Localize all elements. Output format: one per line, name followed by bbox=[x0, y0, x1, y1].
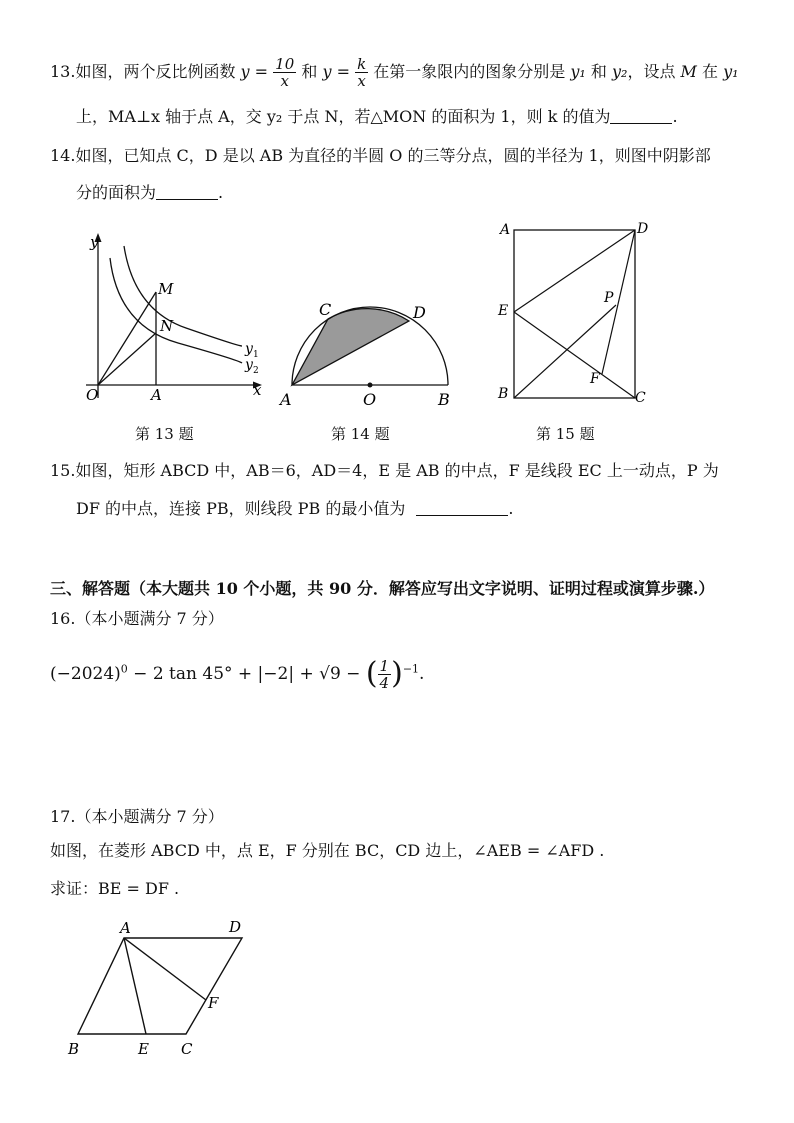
fig15-label-P: P bbox=[604, 290, 614, 306]
q13-fraction-1 bbox=[273, 56, 296, 89]
fig14-shaded-region bbox=[292, 309, 409, 385]
q16-fraction bbox=[378, 658, 392, 691]
q13-and: 和 bbox=[296, 62, 323, 81]
q16-title: 16.（本小题满分 7 分） bbox=[50, 609, 224, 628]
figure-17 bbox=[62, 914, 258, 1064]
fig13-label-y2-sub: 2 bbox=[253, 366, 259, 376]
q13-zai: 在 bbox=[696, 62, 724, 81]
fig13-label-O: O bbox=[86, 386, 99, 404]
q13-line1 bbox=[50, 56, 739, 89]
q16-expr-a: (−2024) bbox=[50, 664, 121, 684]
q13-frac1-den: x bbox=[280, 72, 289, 90]
q13-frac2-num: k bbox=[357, 55, 367, 73]
q16-expr-b: − 2 tan 45° + |−2| + √9 − bbox=[127, 664, 366, 684]
q13-line2 bbox=[76, 106, 678, 128]
q13-text-b: 在第一象限内的图象分别是 bbox=[368, 62, 571, 81]
fig13-segment-ON bbox=[98, 333, 156, 385]
q13-line2-text: 上，MA⊥x 轴于点 A，交 y₂ 于点 N，若△MON 的面积为 1，则 k 的值为 bbox=[76, 107, 611, 126]
q16-end: . bbox=[419, 664, 425, 684]
q17-line1: 如图，在菱形 ABCD 中，点 E，F 分别在 BC，CD 边上，∠AEB = ∠AFD . bbox=[50, 841, 605, 860]
q16-frac-den: 4 bbox=[379, 674, 390, 692]
q15-answer-blank[interactable] bbox=[416, 501, 508, 516]
q14-answer-blank[interactable] bbox=[156, 185, 218, 200]
q17-line2: 求证：BE = DF . bbox=[50, 879, 180, 898]
fig13-caption: 第 13 题 bbox=[135, 425, 194, 443]
q16-right-paren: ) bbox=[391, 656, 403, 691]
fig15-label-E: E bbox=[498, 303, 509, 319]
fig13-label-x: x bbox=[253, 381, 262, 399]
q13-text-a: 如图，两个反比例函数 bbox=[75, 62, 241, 81]
q13-eq2: = bbox=[331, 62, 356, 81]
fig13-curve-y1 bbox=[124, 246, 242, 346]
fig14-label-O: O bbox=[363, 390, 377, 409]
q13-answer-blank[interactable] bbox=[610, 109, 672, 124]
figure-15 bbox=[494, 218, 660, 410]
q16-expr-a-sup: 0 bbox=[120, 662, 128, 676]
fig13-label-N: N bbox=[160, 317, 174, 335]
q17-title: 17.（本小题满分 7 分） bbox=[50, 807, 224, 826]
fig15-label-D: D bbox=[637, 221, 649, 237]
q15-line2 bbox=[76, 498, 514, 520]
fig14-label-C: C bbox=[319, 300, 332, 319]
fig17-label-F: F bbox=[208, 994, 219, 1012]
q13-end: . bbox=[672, 107, 678, 126]
fig15-caption: 第 15 题 bbox=[536, 425, 595, 443]
fig13-label-y2: y bbox=[245, 357, 253, 373]
q13-var-y: y bbox=[240, 62, 250, 81]
fig17-rhombus bbox=[78, 938, 242, 1034]
q13-M: M bbox=[680, 62, 697, 81]
fig14-caption: 第 14 题 bbox=[331, 425, 390, 443]
q13-text-c: ，设点 bbox=[627, 62, 681, 81]
fig13-label-y1: y bbox=[245, 341, 253, 357]
q13-he: 和 bbox=[585, 62, 612, 81]
fig14-label-D: D bbox=[413, 303, 426, 322]
q13-y1-b: y₁ bbox=[723, 62, 739, 81]
fig17-label-C: C bbox=[181, 1040, 193, 1058]
q13-y1: y₁ bbox=[570, 62, 586, 81]
q13-frac1-num: 10 bbox=[275, 55, 295, 73]
fig17-label-B: B bbox=[68, 1040, 80, 1058]
fig14-center-dot bbox=[368, 383, 373, 388]
figure-14 bbox=[276, 293, 462, 411]
q16-expr-sup: −1 bbox=[402, 662, 420, 676]
q13-y2: y₂ bbox=[612, 62, 628, 81]
fig15-label-A: A bbox=[500, 222, 511, 238]
q15-end: . bbox=[508, 499, 514, 518]
fig13-segment-OM bbox=[98, 292, 156, 385]
q15-line2-text: DF 的中点，连接 PB，则线段 PB 的最小值为 bbox=[76, 499, 406, 518]
q16-frac-num: 1 bbox=[379, 657, 390, 675]
fig13-curve-y2 bbox=[110, 258, 242, 363]
q14-end: . bbox=[218, 183, 224, 202]
fig14-label-A: A bbox=[280, 390, 292, 409]
fig13-label-y1-sub: 1 bbox=[253, 350, 259, 360]
fig13-label-A: A bbox=[151, 386, 162, 404]
section-3-heading: 三、解答题（本大题共 10 个小题，共 90 分．解答应写出文字说明、证明过程或演算步骤.） bbox=[50, 579, 715, 598]
q14-line1: 14.如图，已知点 C，D 是以 AB 为直径的半圆 O 的三等分点，圆的半径为 1，则图中阴影部 bbox=[50, 146, 711, 165]
fig17-label-E: E bbox=[138, 1040, 149, 1058]
fig17-label-D: D bbox=[229, 918, 242, 936]
fig15-label-B: B bbox=[498, 386, 509, 402]
q13-var-y2: y bbox=[322, 62, 332, 81]
q16-left-paren: ( bbox=[365, 656, 378, 691]
fig15-segment-ED bbox=[514, 230, 635, 312]
fig15-segment-BP bbox=[514, 305, 616, 398]
q13-frac2-den: x bbox=[357, 72, 366, 90]
fig15-label-C: C bbox=[635, 390, 646, 406]
fig13-label-M: M bbox=[158, 280, 174, 298]
fig14-label-B: B bbox=[438, 390, 450, 409]
q15-line1: 15.如图，矩形 ABCD 中，AB＝6，AD＝4，E 是 AB 的中点，F 是线段 EC 上一动点，P 为 bbox=[50, 461, 719, 480]
fig17-label-A: A bbox=[120, 919, 131, 937]
q14-line2-text: 分的面积为 bbox=[76, 183, 157, 202]
q13-number: 13. bbox=[50, 62, 76, 81]
fig15-label-F: F bbox=[590, 371, 600, 387]
q13-eq: = bbox=[249, 62, 274, 81]
q14-line2 bbox=[76, 182, 223, 204]
fig13-label-y: y bbox=[90, 233, 99, 251]
fig15-segment-EC bbox=[514, 312, 635, 398]
fig15-rectangle bbox=[514, 230, 635, 398]
q13-fraction-2 bbox=[355, 56, 368, 89]
q16-expression bbox=[50, 658, 424, 691]
figure-13 bbox=[78, 228, 268, 408]
